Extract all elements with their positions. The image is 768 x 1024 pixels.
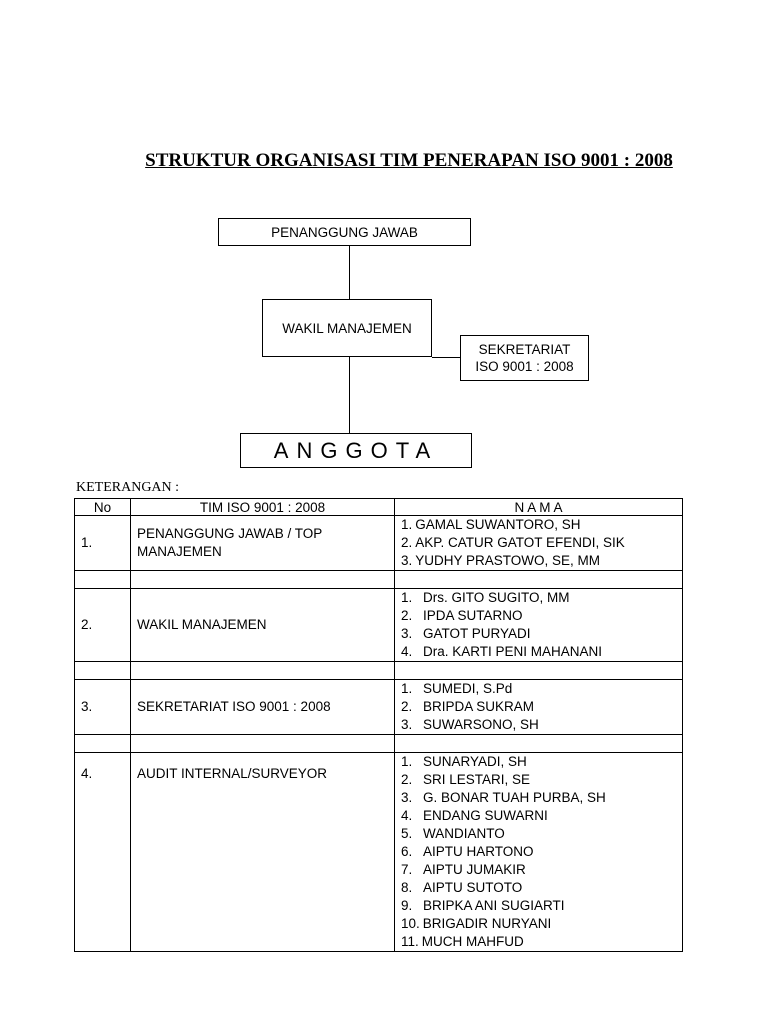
- page-title: STRUKTUR ORGANISASI TIM PENERAPAN ISO 9001 : 2008: [145, 150, 673, 171]
- header-nama: N A M A: [395, 499, 683, 516]
- row-names: [395, 516, 683, 571]
- list-item: 1. SUMEDI, S.Pd: [401, 681, 513, 696]
- header-tim: TIM ISO 9001 : 2008: [131, 499, 395, 516]
- org-box-wakil-manajemen: [262, 299, 432, 357]
- row-names: [395, 680, 683, 735]
- list-item: 8. AIPTU SUTOTO: [401, 880, 523, 895]
- row-tim: PENANGGUNG JAWAB / TOP MANAJEMEN: [131, 516, 395, 571]
- table-row: [75, 516, 683, 571]
- org-box-anggota: [240, 433, 472, 468]
- org-label-anggota: ANGGOTA: [273, 438, 439, 463]
- list-item: 3. YUDHY PRASTOWO, SE, MM: [401, 553, 601, 568]
- table-spacer-row: [75, 571, 683, 589]
- row-tim: AUDIT INTERNAL/SURVEYOR: [131, 753, 395, 952]
- list-item: 1. Drs. GITO SUGITO, MM: [401, 590, 570, 605]
- list-item: 9. BRIPKA ANI SUGIARTI: [401, 898, 565, 913]
- list-item: 2. SRI LESTARI, SE: [401, 772, 531, 787]
- team-table: [74, 498, 683, 952]
- keterangan-label: KETERANGAN :: [76, 480, 180, 495]
- row-tim: WAKIL MANAJEMEN: [131, 589, 395, 662]
- row-no: 1.: [75, 516, 131, 571]
- org-label-sekretariat-line2: ISO 9001 : 2008: [475, 359, 574, 374]
- table-spacer-row: [75, 662, 683, 680]
- org-box-sekretariat: [460, 335, 589, 381]
- list-item: 3. SUWARSONO, SH: [401, 717, 539, 732]
- table-header-row: [75, 499, 683, 516]
- list-item: 1. SUNARYADI, SH: [401, 754, 527, 769]
- list-item: 3. GATOT PURYADI: [401, 626, 531, 641]
- row-no: 3.: [75, 680, 131, 735]
- org-label-penanggung-jawab: PENANGGUNG JAWAB: [271, 224, 418, 240]
- row-tim: SEKRETARIAT ISO 9001 : 2008: [131, 680, 395, 735]
- list-item: 2. BRIPDA SUKRAM: [401, 699, 535, 714]
- connector-line: [349, 357, 350, 433]
- list-item: 11. MUCH MAHFUD: [401, 934, 524, 949]
- list-item: 2. AKP. CATUR GATOT EFENDI, SIK: [401, 535, 625, 550]
- list-item: 2. IPDA SUTARNO: [401, 608, 523, 623]
- table-row: [75, 589, 683, 662]
- list-item: 4. ENDANG SUWARNI: [401, 808, 548, 823]
- table-row: [75, 753, 683, 952]
- list-item: 3. G. BONAR TUAH PURBA, SH: [401, 790, 606, 805]
- connector-line: [349, 246, 350, 299]
- connector-line: [432, 357, 460, 358]
- row-no: 4.: [75, 753, 131, 952]
- list-item: 5. WANDIANTO: [401, 826, 505, 841]
- org-box-penanggung-jawab: [218, 218, 471, 246]
- header-no: No: [75, 499, 131, 516]
- table-row: [75, 680, 683, 735]
- list-item: 4. Dra. KARTI PENI MAHANANI: [401, 644, 603, 659]
- row-names: [395, 753, 683, 952]
- list-item: 10. BRIGADIR NURYANI: [401, 916, 552, 931]
- list-item: 7. AIPTU JUMAKIR: [401, 862, 526, 877]
- table-spacer-row: [75, 735, 683, 753]
- org-label-sekretariat-line1: SEKRETARIAT: [478, 342, 571, 357]
- row-names: [395, 589, 683, 662]
- list-item: 6. AIPTU HARTONO: [401, 844, 534, 859]
- org-label-wakil-manajemen: WAKIL MANAJEMEN: [282, 320, 412, 336]
- list-item: 1. GAMAL SUWANTORO, SH: [401, 517, 581, 532]
- row-no: 2.: [75, 589, 131, 662]
